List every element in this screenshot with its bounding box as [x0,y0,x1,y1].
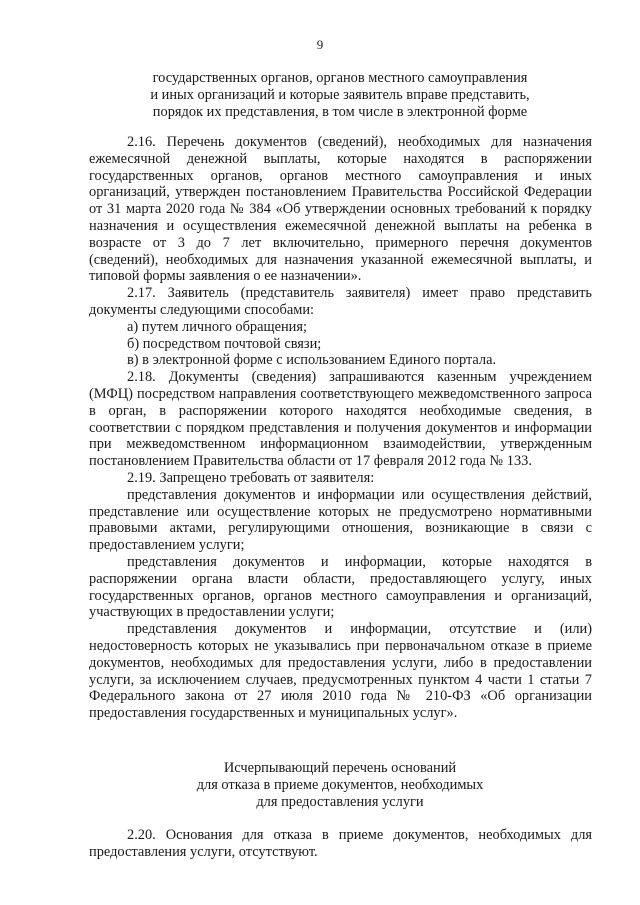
heading-line: для отказа в приеме документов, необходимых [196,776,484,793]
paragraph-2-19-a: представления документов и информации или осуществления действий, представление или осуществление которых не предусмотрено нормативными правовыми актами, регулирующими отношения, возникающие в связи с предоставлением услуги; [89,486,592,554]
heading-line: государственных органов, органов местного самоуправления [152,70,528,86]
heading-line: для предоставления услуги [256,793,424,810]
heading-line: Исчерпывающий перечень оснований [223,760,457,776]
list-item: а) путем личного обращения; [127,318,307,335]
paragraph-2-19: 2.19. Запрещено требовать от заявителя: [127,469,375,486]
heading-line: порядок их представления, в том числе в электронной форме [152,103,528,120]
section-heading-top [100,70,580,120]
page-number: 9 [316,37,324,52]
paragraph-2-16: 2.16. Перечень документов (сведений), необходимых для назначения ежемесячной денежной выплаты, которые находятся в распоряжении государственных органов, органов местного самоуправления и иных организаций, утвержден постановлением Правительства Российской Федерации от 31 марта 2020 года № 384 «Об утверждении основных требований к порядку назначения и осуществления ежемесячной денежной выплаты на ребенка в возрасте от 3 до 7 лет включительно, примерного перечня документов (сведений), необходимых для назначения указанной ежемесячной выплаты, и типовой формы заявления о ее назначении». [89,134,592,285]
list-item: в) в электронной форме с использованием Единого портала. [127,352,497,369]
paragraph-2-17: 2.17. Заявитель (представитель заявителя) имеет право представить документы следующими способами: [89,285,592,318]
paragraph-2-18: 2.18. Документы (сведения) запрашиваются казенным учреждением (МФЦ) посредством направления соответствующего межведомственного запроса в орган, в распоряжении которого находятся необходимые сведения, в соответствии с порядком представления и получения документов и информации при межведомственном информационном взаимодействии, утвержденным постановлением Правительства области от 17 февраля 2012 года № 133. [89,369,592,470]
list-item: б) посредством почтовой связи; [127,335,322,352]
heading-line: и иных организаций и которые заявитель вправе представить, [150,86,530,103]
main-body [89,134,592,722]
paragraph-2-19-c: представления документов и информации, отсутствие и (или) недостоверность которых не указывались при первоначальном отказе в приеме документов, необходимых для предоставления услуги, либо в предоставлении услуги, за исключением случаев, предусмотренных пунктом 4 части 1 статьи 7 Федерального закона от 27 июля 2010 года № 210-ФЗ «Об организации предоставления государственных и муниципальных услуг». [89,621,592,722]
paragraph-2-20: 2.20. Основания для отказа в приеме документов, необходимых для предоставления услуги, отсутствуют. [89,827,592,860]
closing-body [89,827,592,861]
paragraph-2-19-b: представления документов и информации, которые находятся в распоряжении органа власти области, предоставляющего услугу, иных государственных органов, органов местного самоуправления и организаций, участвующих в предоставлении услуги; [89,553,592,621]
section-heading-bottom [100,760,580,810]
